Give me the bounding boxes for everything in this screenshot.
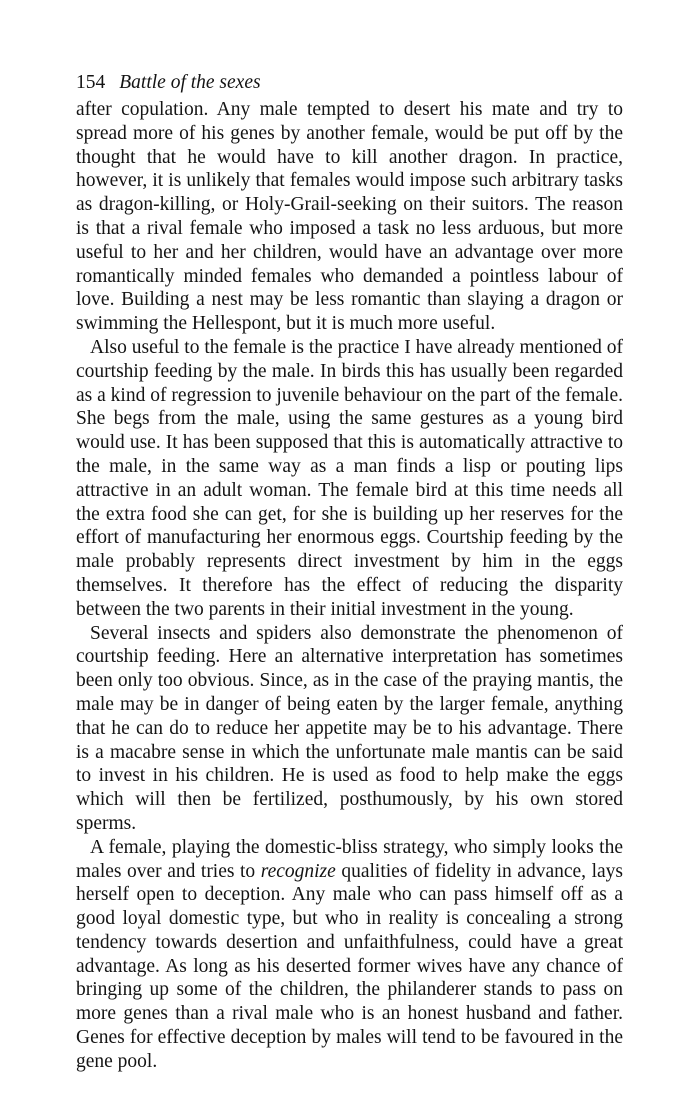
paragraph-insects-spiders: Several insects and spiders also demonstrate the phenomenon of courtship feeding. Here an alternative interpretation has sometimes been only too obvious. Since, as in the case of the praying mantis, the male may be in danger of being eaten by the larger female, anything that he can do to reduce her appetite may be to his advantage. There is a macabre sense in which the unfortunate male mantis can be said to invest in his children. He is used as food to help make the eggs which will then be fertilized, posthumously, by his own stored sperms. — [76, 622, 623, 834]
paragraph-text-start: A female, playing the domestic-bliss strategy, who simply looks the males over and tries to — [76, 836, 623, 882]
paragraph-continued: after copulation. Any male tempted to desert his mate and try to spread more of his genes by another female, would be put off by the thought that he would have to kill another dragon. In practice, however, it is unlikely that females would impose such arbitrary tasks as dragon-killing, or Holy-Grail-seeking on their suitors. The reason is that a rival female who imposed a task no less arduous, but more useful to her and her children, would have an advantage over more romantically minded females who demanded a pointless labour of love. Building a nest may be less romantic than slaying a dragon or swimming the Hellespont, but it is much more useful. — [76, 99, 623, 335]
paragraph-domestic-bliss — [76, 836, 623, 1074]
paragraph-courtship-feeding: Also useful to the female is the practice I have already mentioned of courtship feeding by the male. In birds this has usually been regarded as a kind of regression to juvenile behaviour on the part of the female. She begs from the male, using the same gestures as a young bird would use. It has been supposed that this is automatically attractive to the male, in the same way as a man finds a lisp or pouting lips attractive in an adult woman. The female bird at this time needs all the extra food she can get, for she is building up her reserves for the effort of manufacturing her enormous eggs. Courtship feeding by the male probably represents direct investment by him in the eggs themselves. It therefore has the effect of reducing the disparity between the two parents in their initial investment in the young. — [76, 336, 623, 620]
running-head — [76, 68, 623, 98]
emphasized-word: recognize — [260, 860, 336, 882]
paragraph-text-end: qualities of fidelity in advance, lays herself open to deception. Any male who can pass himself off as a good loyal domestic type, but who in reality is concealing a strong tendency towards desertion and unfaithfulness, could have a great advantage. As long as his deserted former wives have any chance of bringing up some of the children, the philanderer stands to pass on more genes than a rival male who is an honest husband and father. Genes for effective deception by males will tend to be favoured in the gene pool. — [76, 860, 623, 1072]
page-number: 154 — [76, 72, 106, 93]
section-title: Battle of the sexes — [119, 72, 261, 93]
page-content — [76, 68, 623, 1074]
